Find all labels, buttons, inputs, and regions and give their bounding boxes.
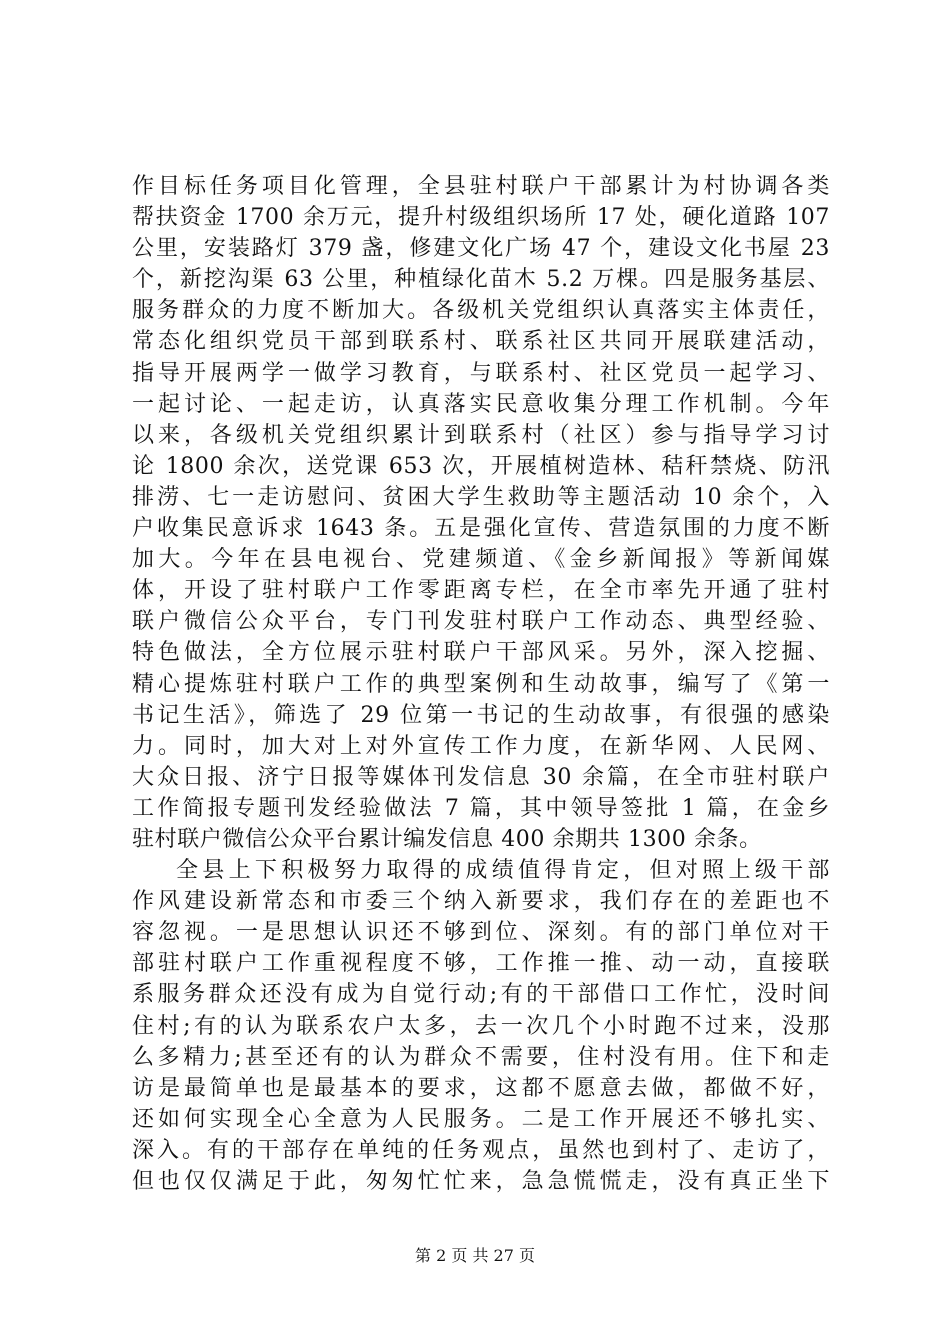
text-line: 个，新挖沟渠 63 公里，种植绿化苗木 5.2 万棵。四是服务基层、 — [132, 267, 830, 293]
text-line: 户收集民意诉求 1643 条。五是强化宣传、营造氛围的力度不断 — [132, 516, 830, 542]
text-line: 全县上下积极努力取得的成绩值得肯定，但对照上级干部 — [176, 858, 830, 884]
text-line: 住村;有的认为联系农户太多，去一次几个小时跑不过来，没那 — [132, 1013, 830, 1039]
text-line: 服务群众的力度不断加大。各级机关党组织认真落实主体责任， — [132, 298, 830, 324]
text-line: 力。同时，加大对上对外宣传工作力度，在新华网、人民网、 — [132, 733, 830, 759]
text-line: 作目标任务项目化管理，全县驻村联户干部累计为村协调各类 — [132, 174, 830, 199]
text-line: 大众日报、济宁日报等媒体刊发信息 30 余篇，在全市驻村联户 — [132, 764, 830, 790]
text-line: 排涝、七一走访慰问、贫困大学生救助等主题活动 10 余个，入 — [132, 484, 830, 510]
text-line: 联户微信公众平台，专门刊发驻村联户工作动态、典型经验、 — [132, 609, 830, 635]
paragraph-2 — [132, 855, 830, 1197]
text-line: 驻村联户微信公众平台累计编发信息 400 余期共 1300 余条。 — [132, 826, 762, 852]
text-line: 公里，安装路灯 379 盏，修建文化广场 47 个，建设文化书屋 23 — [132, 236, 830, 262]
text-line: 还如何实现全心全意为人民服务。二是工作开展还不够扎实、 — [132, 1106, 830, 1132]
text-line: 一起讨论、一起走访，认真落实民意收集分理工作机制。今年 — [132, 391, 830, 417]
text-line: 以来，各级机关党组织累计到联系村（社区）参与指导学习讨 — [132, 422, 830, 448]
text-line: 加大。今年在县电视台、党建频道、《金乡新闻报》等新闻媒 — [132, 547, 830, 573]
text-line: 部驻村联户工作重视程度不够，工作推一推、动一动，直接联 — [132, 951, 830, 977]
text-line: 体，开设了驻村联户工作零距离专栏，在全市率先开通了驻村 — [132, 578, 830, 604]
text-line: 但也仅仅满足于此，匆匆忙忙来，急急慌慌走，没有真正坐下 — [132, 1169, 830, 1194]
text-line: 书记生活》，筛选了 29 位第一书记的生动故事，有很强的感染 — [132, 702, 830, 728]
text-line: 论 1800 余次，送党课 653 次，开展植树造林、秸秆禁烧、防汛 — [132, 453, 830, 479]
text-line: 访是最简单也是最基本的要求，这都不愿意去做，都做不好， — [132, 1075, 830, 1101]
text-line: 精心提炼驻村联户工作的典型案例和生动故事，编写了《第一 — [132, 671, 830, 697]
text-line: 特色做法，全方位展示驻村联户干部风采。另外，深入挖掘、 — [132, 640, 830, 666]
text-line: 系服务群众还没有成为自觉行动;有的干部借口工作忙，没时间 — [132, 982, 830, 1008]
text-line: 常态化组织党员干部到联系村、联系社区共同开展联建活动， — [132, 329, 830, 355]
text-line: 指导开展两学一做学习教育，与联系村、社区党员一起学习、 — [132, 360, 830, 386]
page-number-footer: 第 2 页 共 27 页 — [415, 1246, 535, 1265]
text-line: 深入。有的干部存在单纯的任务观点，虽然也到村了、走访了， — [132, 1137, 830, 1163]
paragraph-1 — [132, 171, 830, 855]
text-line: 么多精力;甚至还有的认为群众不需要，住村没有用。住下和走 — [132, 1044, 830, 1070]
text-line: 工作简报专题刊发经验做法 7 篇，其中领导签批 1 篇，在金乡 — [132, 795, 830, 821]
document-body — [132, 171, 830, 1197]
text-line: 作风建设新常态和市委三个纳入新要求，我们存在的差距也不 — [132, 889, 830, 915]
text-line: 帮扶资金 1700 余万元，提升村级组织场所 17 处，硬化道路 107 — [132, 205, 830, 231]
text-line: 容忽视。一是思想认识还不够到位、深刻。有的部门单位对干 — [132, 920, 830, 946]
